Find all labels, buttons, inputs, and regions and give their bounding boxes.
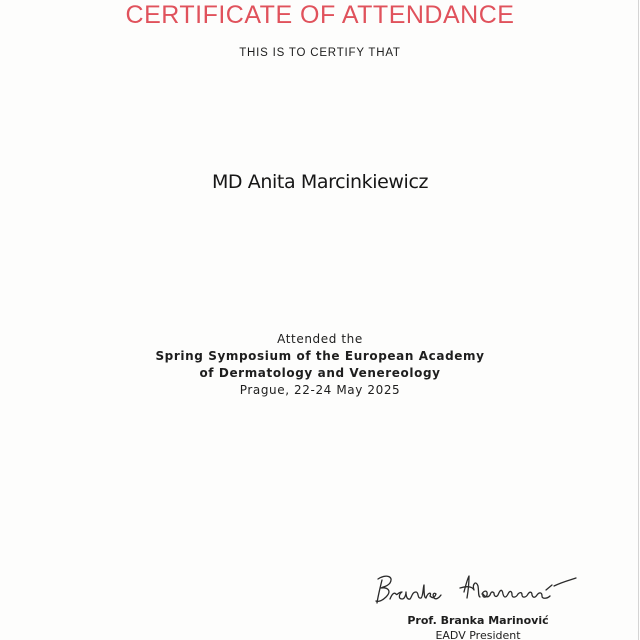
signer-name: Prof. Branka Marinović [407,614,549,627]
event-details [0,331,640,399]
attended-label: Attended the [277,332,363,346]
handwritten-signature [372,570,582,610]
event-name-line-1: Spring Symposium of the European Academy [155,349,485,363]
page-edge-line [638,0,639,640]
certify-statement: THIS IS TO CERTIFY THAT [239,47,401,59]
certificate-title: CERTIFICATE OF ATTENDANCE [125,1,515,29]
event-place-date: Prague, 22-24 May 2025 [239,383,401,397]
event-name-line-2: of Dermatology and Venereology [199,366,441,380]
recipient-name: MD Anita Marcinkiewicz [211,171,429,193]
signer-role: EADV President [435,629,521,640]
